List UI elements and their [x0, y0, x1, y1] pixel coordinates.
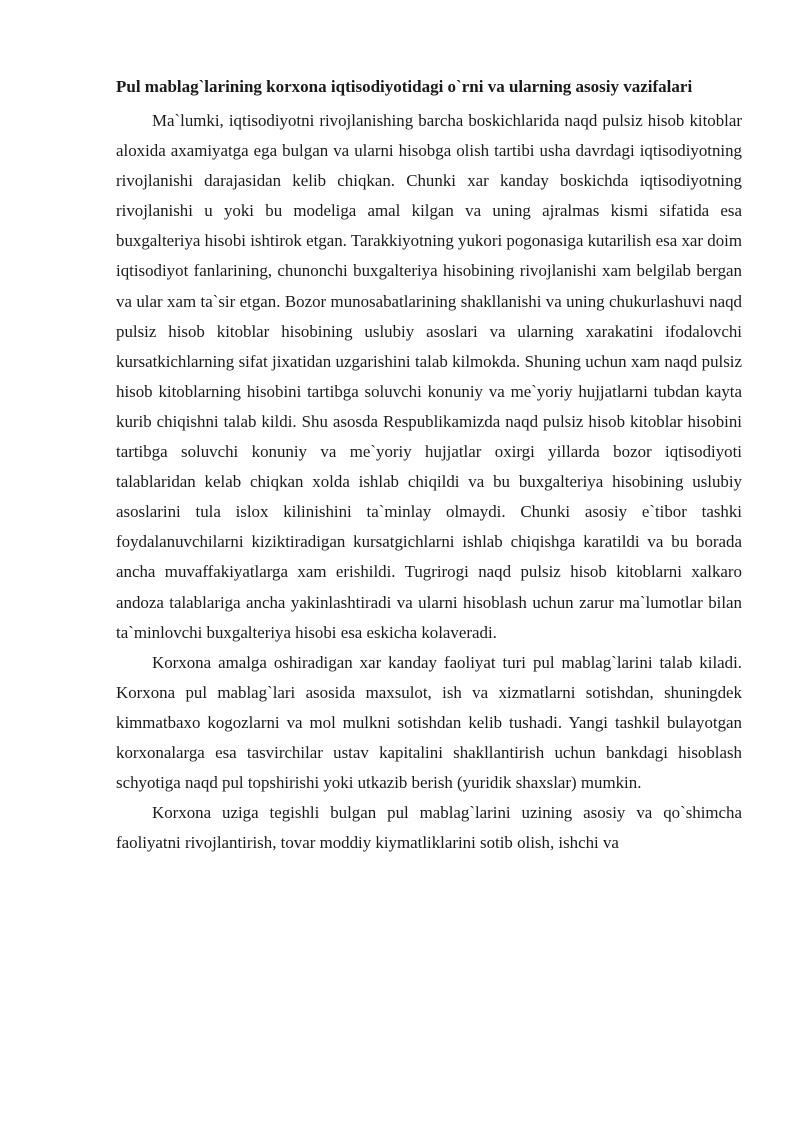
- section-heading: Pul mablag`larining korxona iqtisodiyotidagi o`rni va ularning asosiy vazifalari: [116, 77, 693, 96]
- paragraph-1: Ma`lumki, iqtisodiyotni rivojlanishing barcha boskichlarida naqd pulsiz hisob kitoblar aloxida axamiyatga ega bulgan va ularni hisobga olish tartibi usha davrdagi iqtisodiyotning rivojlanishi darajasidan kelib chiqkan. Chunki xar kanday boskichda iqtisodiyotning rivojlanishi u yoki bu modeliga amal kilgan va uning ajralmas kismi sifatida esa buxgalteriya hisobi ishtirok etgan. Tarakkiyotning yukori pogonasiga kutarilish esa xar doim iqtisodiyot fanlarining, chunonchi buxgalteriya hisobining rivojlanishi xam belgilab bergan va ular xam ta`sir etgan. Bozor munosabatlarining shakllanishi va uning chukurlashuvi naqd pulsiz hisob kitoblar hisobining uslubiy asoslari va ularning xarakatini ifodalovchi kursatkichlarning sifat jixatidan uzgarishini talab kilmokda. Shuning uchun xam naqd pulsiz hisob kitoblarning hisobini tartibga soluvchi konuniy va me`yoriy hujjatlarni tubdan kayta kurib chiqishni talab kildi. Shu asosda Respublikamizda naqd pulsiz hisob kitoblar hisobini tartibga soluvchi konuniy va me`yoriy hujjatlar oxirgi yillarda bozor iqtisodiyoti talablaridan kelab chiqkan xolda ishlab chiqildi va bu buxgalteriya hisobining uslubiy asoslarini tula islox kilinishini ta`minlay olmaydi. Chunki asosiy e`tibor tashki foydalanuvchilarni kiziktiradigan kursatgichlarni ishlab chiqishga karatildi va bu borada ancha muvaffakiyatlarga xam erishildi. Tugrirogi naqd pulsiz hisob kitoblarni xalkaro andoza talablariga ancha yakinlashtiradi va ularni hisoblash uchun zarur ma`lumotlar bilan ta`minlovchi buxgalteriya hisobi esa eskicha kolaveradi.: [116, 111, 742, 642]
- paragraph-2: Korxona amalga oshiradigan xar kanday faoliyat turi pul mablag`larini talab kiladi. Korxona pul mablag`lari asosida maxsulot, ish va xizmatlarni sotishdan, shuningdek kimmatbaxo kogozlarni va mol mulkni sotishdan kelib tushadi. Yangi tashkil bulayotgan korxonalarga esa tasvirchilar ustav kapitalini shakllantirish uchun bankdagi hisoblash schyotiga naqd pul topshirishi yoki utkazib berish (yuridik shaxslar) mumkin.: [116, 652, 742, 793]
- paragraph-3: Korxona uziga tegishli bulgan pul mablag`larini uzining asosiy va qo`shimcha faoliyatni rivojlantirish, tovar moddiy kiymatliklarini sotib olish, ishchi va: [116, 803, 742, 853]
- document-body: [116, 72, 742, 858]
